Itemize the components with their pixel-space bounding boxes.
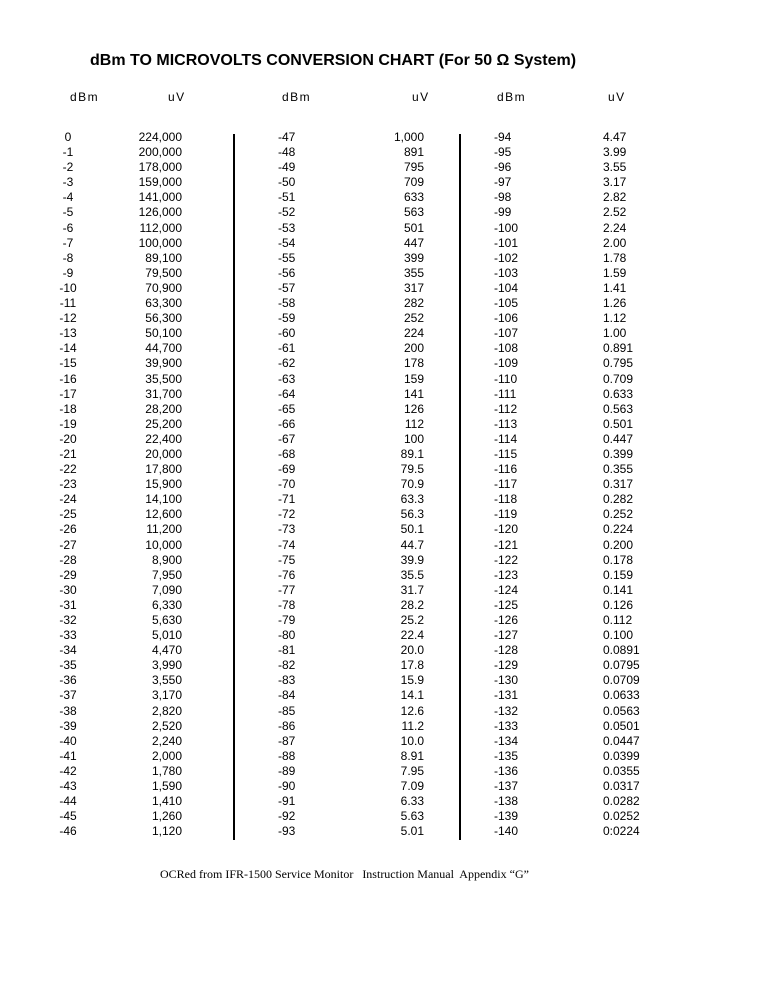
table-cell: -28 [59, 552, 77, 567]
table-cell: 3.17 [603, 175, 627, 190]
table-cell: 12.6 [400, 703, 424, 718]
table-cell: -15 [59, 356, 77, 371]
table-cell: -87 [278, 733, 296, 748]
table-cell: 0.399 [603, 446, 634, 461]
table-cell: 5.01 [400, 824, 424, 839]
table-cell: 44,700 [145, 341, 182, 356]
table-cell: -64 [278, 386, 296, 401]
table-cell: -88 [278, 748, 296, 763]
table-cell: 0.0501 [603, 718, 640, 733]
table-cell: -73 [278, 522, 296, 537]
table-cell: -57 [278, 280, 296, 295]
table-cell: 2,520 [151, 718, 182, 733]
table-cell: -133 [494, 718, 519, 733]
table-cell: 1.26 [603, 296, 627, 311]
table-cell: 11.2 [401, 718, 424, 733]
table-cell: -33 [59, 628, 77, 643]
table-cell: 39,900 [145, 356, 182, 371]
table-cell: -110 [494, 371, 518, 386]
table-cell: 0.0399 [603, 748, 640, 763]
table-cell: -114 [494, 431, 518, 446]
table-cell: -41 [59, 748, 77, 763]
table-cell: -63 [278, 371, 296, 386]
table-cell: -14 [59, 341, 77, 356]
table-cell: 11,200 [146, 522, 182, 537]
table-cell: -120 [494, 522, 519, 537]
table-cell: 2,000 [151, 748, 182, 763]
table-cell: 317 [403, 280, 424, 295]
table-cell: -2 [62, 160, 74, 175]
table-cell: -7 [62, 235, 74, 250]
table-cell: -11 [59, 296, 77, 311]
table-cell: 4,470 [151, 643, 182, 658]
table-cell: -67 [278, 431, 296, 446]
table-cell: -61 [278, 341, 296, 356]
table-cell: 20.0 [400, 643, 424, 658]
table-cell: 0.0633 [603, 688, 640, 703]
table-cell: 0.0317 [603, 779, 640, 794]
page-title: dBm TO MICROVOLTS CONVERSION CHART (For 50 Ω System) [90, 52, 577, 69]
table-cell: 112 [404, 416, 424, 431]
table-cell: -74 [278, 537, 296, 552]
table-cell: 50.1 [400, 522, 424, 537]
table-cell: 0.141 [603, 582, 634, 597]
table-cell: 0.0709 [603, 673, 640, 688]
table-cell: 12,600 [145, 507, 182, 522]
table-cell: 70.9 [400, 477, 424, 492]
table-cell: -95 [494, 145, 512, 160]
table-cell: 178,000 [138, 160, 182, 175]
table-cell: 35,500 [145, 371, 182, 386]
table-cell: -122 [494, 552, 519, 567]
table-cell: -44 [59, 794, 77, 809]
table-cell: 0.224 [603, 522, 634, 537]
table-cell: 0.0355 [603, 763, 640, 778]
table-cell: 89.1 [400, 446, 424, 461]
table-cell: -83 [278, 673, 296, 688]
table-cell: -129 [494, 658, 519, 673]
table-cell: 7.95 [400, 763, 424, 778]
table-cell: 0.633 [603, 386, 634, 401]
table-cell: 1.41 [603, 280, 627, 295]
table-cell: -68 [278, 446, 296, 461]
table-cell: -116 [494, 462, 518, 477]
table-cell: 22,400 [145, 431, 182, 446]
table-cell: 709 [403, 175, 424, 190]
table-cell: 0.709 [603, 371, 634, 386]
table-cell: -49 [278, 160, 296, 175]
table-cell: 100 [403, 431, 424, 446]
table-cell: -4 [62, 190, 74, 205]
table-cell: 0.0447 [603, 733, 640, 748]
table-cell: 252 [403, 311, 424, 326]
table-cell: -27 [59, 537, 77, 552]
table-cell: -125 [494, 597, 519, 612]
table-cell: 355 [403, 265, 424, 280]
table-cell: -10 [59, 280, 77, 295]
table-cell: 0.200 [603, 537, 634, 552]
table-cell: -60 [278, 326, 296, 341]
table-cell: -26 [59, 522, 77, 537]
table-cell: -66 [278, 416, 296, 431]
table-cell: -62 [278, 356, 296, 371]
table-cell: 159 [403, 371, 424, 386]
table-cell: -47 [278, 130, 296, 144]
table-cell: -18 [59, 401, 77, 416]
table-cell: -136 [494, 763, 519, 778]
table-cell: 178 [403, 356, 424, 371]
table-cell: 0.0252 [603, 809, 640, 824]
table-cell: 2.00 [603, 235, 627, 250]
table-cell: -36 [59, 673, 77, 688]
table-cell: 28.2 [400, 597, 424, 612]
table-cell: -127 [494, 628, 519, 643]
table-cell: 0.891 [603, 341, 634, 356]
table-cell: 15.9 [400, 673, 424, 688]
table-cell: -12 [59, 311, 77, 326]
column-uv-2 [360, 130, 424, 839]
table-cell: -17 [59, 386, 77, 401]
table-cell: 633 [403, 190, 424, 205]
table-cell: 224 [403, 326, 424, 341]
table-cell: 126 [403, 401, 424, 416]
table-cell: -76 [278, 567, 296, 582]
table-cell: -13 [59, 326, 77, 341]
column-dbm-1 [48, 130, 88, 839]
table-cell: 399 [403, 250, 424, 265]
table-cell: 0.112 [603, 613, 633, 627]
table-cell: -108 [494, 341, 519, 356]
table-cell: 3.99 [603, 145, 627, 160]
table-cell: 14,100 [145, 492, 182, 507]
table-cell: -85 [278, 703, 296, 718]
table-cell: -117 [494, 477, 518, 492]
table-cell: -111 [494, 386, 517, 401]
table-cell: -59 [278, 311, 296, 326]
table-cell: 159,000 [138, 175, 182, 190]
table-cell: -45 [59, 809, 77, 824]
header-dbm-2: dBm [282, 90, 312, 104]
table-cell: 1,120 [151, 824, 182, 839]
table-cell: 20,000 [145, 446, 182, 461]
table-cell: -140 [494, 824, 519, 839]
table-cell: -54 [278, 235, 296, 250]
table-cell: -119 [494, 507, 518, 522]
table-cell: -48 [278, 145, 296, 160]
table-cell: 1,780 [151, 763, 182, 778]
table-cell: -130 [494, 673, 519, 688]
table-cell: -40 [59, 733, 77, 748]
table-cell: 2,820 [151, 703, 182, 718]
table-cell: 5.63 [400, 809, 424, 824]
table-cell: -55 [278, 250, 296, 265]
table-cell: -65 [278, 401, 296, 416]
table-cell: -42 [59, 763, 77, 778]
table-cell: -92 [278, 809, 296, 824]
table-cell: 112,000 [139, 220, 182, 235]
table-cell: 50,100 [145, 326, 182, 341]
table-cell: 0:0224 [603, 824, 640, 839]
table-cell: 28,200 [145, 401, 182, 416]
table-cell: 3,990 [151, 658, 182, 673]
table-cell: -24 [59, 492, 77, 507]
table-cell: 282 [403, 296, 424, 311]
table-cell: 3,550 [151, 673, 182, 688]
table-cell: 4.47 [603, 130, 627, 144]
table-cell: -134 [494, 733, 519, 748]
table-cell: -101 [494, 235, 519, 250]
table-cell: -22 [59, 462, 77, 477]
table-cell: -113 [494, 416, 518, 431]
table-cell: -25 [59, 507, 77, 522]
table-cell: -46 [59, 824, 77, 839]
table-cell: 8,900 [151, 552, 182, 567]
table-cell: -102 [494, 250, 519, 265]
table-cell: 25,200 [145, 416, 182, 431]
table-cell: 79.5 [400, 462, 424, 477]
table-cell: 0.0795 [603, 658, 640, 673]
table-cell: 2.52 [603, 205, 627, 220]
table-cell: 0.126 [603, 597, 634, 612]
table-cell: -29 [59, 567, 77, 582]
table-cell: 89,100 [145, 250, 182, 265]
table-cell: 25.2 [400, 613, 424, 627]
table-cell: -139 [494, 809, 519, 824]
table-cell: -109 [494, 356, 519, 371]
table-cell: 7,090 [151, 582, 182, 597]
table-cell: -80 [278, 628, 296, 643]
table-cell: -91 [278, 794, 296, 809]
table-cell: -34 [59, 643, 77, 658]
table-cell: 0.252 [603, 507, 634, 522]
table-cell: -89 [278, 763, 296, 778]
header-uv-1: uV [168, 90, 186, 104]
table-cell: 1.59 [603, 265, 627, 280]
table-cell: -37 [59, 688, 77, 703]
column-dbm-2 [278, 130, 318, 839]
table-cell: -97 [494, 175, 512, 190]
table-cell: -21 [59, 446, 77, 461]
table-cell: 1,410 [151, 794, 182, 809]
table-cell: 0.501 [603, 416, 634, 431]
table-cell: -38 [59, 703, 77, 718]
table-cell: 200,000 [138, 145, 182, 160]
table-cell: -23 [59, 477, 77, 492]
table-cell: 3,170 [151, 688, 182, 703]
table-cell: 0.178 [603, 552, 634, 567]
table-cell: -75 [278, 552, 296, 567]
table-cell: 141 [403, 386, 424, 401]
table-cell: -50 [278, 175, 296, 190]
table-cell: -90 [278, 779, 296, 794]
table-cell: -3 [62, 175, 74, 190]
table-cell: 5,630 [151, 613, 182, 627]
table-cell: -112 [494, 401, 518, 416]
table-cell: 10.0 [400, 733, 424, 748]
table-cell: 14.1 [400, 688, 424, 703]
table-cell: 891 [403, 145, 424, 160]
table-cell: -135 [494, 748, 519, 763]
table-cell: -52 [278, 205, 296, 220]
table-cell: 63,300 [145, 296, 182, 311]
table-cell: -131 [494, 688, 519, 703]
table-cell: 5,010 [151, 628, 182, 643]
table-cell: 44.7 [400, 537, 424, 552]
table-cell: -104 [494, 280, 519, 295]
table-cell: 2.82 [603, 190, 627, 205]
table-cell: -94 [494, 130, 512, 144]
table-cell: -69 [278, 462, 296, 477]
column-dbm-3 [494, 130, 534, 839]
table-cell: -16 [59, 371, 77, 386]
table-cell: 2.24 [603, 220, 627, 235]
table-cell: 17.8 [400, 658, 424, 673]
table-cell: -5 [62, 205, 74, 220]
table-cell: 3.55 [603, 160, 627, 175]
table-cell: -106 [494, 311, 519, 326]
table-cell: 0.282 [603, 492, 634, 507]
table-cell: 1.00 [603, 326, 627, 341]
table-cell: -20 [59, 431, 77, 446]
table-cell: 7,950 [151, 567, 182, 582]
table-cell: -86 [278, 718, 296, 733]
table-cell: 0.317 [603, 477, 634, 492]
table-cell: 31.7 [400, 582, 424, 597]
header-uv-3: uV [608, 90, 626, 104]
table-cell: 56,300 [145, 311, 182, 326]
table-cell: -1 [62, 145, 74, 160]
table-cell: -123 [494, 567, 519, 582]
table-cell: 0.0282 [603, 794, 640, 809]
table-cell: 501 [403, 220, 424, 235]
table-cell: -115 [494, 446, 518, 461]
table-cell: 1,260 [151, 809, 182, 824]
table-cell: 0.355 [603, 462, 634, 477]
table-cell: 0.795 [603, 356, 634, 371]
table-cell: -137 [494, 779, 519, 794]
table-cell: 6.33 [400, 794, 424, 809]
table-cell: 100,000 [138, 235, 182, 250]
table-cell: 1,590 [151, 779, 182, 794]
column-uv-3 [603, 130, 673, 839]
table-cell: -124 [494, 582, 519, 597]
table-cell: 0.0563 [603, 703, 640, 718]
table-cell: -121 [494, 537, 519, 552]
table-cell: -31 [59, 597, 77, 612]
table-cell: 70,900 [145, 280, 182, 295]
table-cell: -78 [278, 597, 296, 612]
table-cell: 22.4 [400, 628, 424, 643]
table-cell: 0 [64, 130, 72, 144]
table-cell: 7.09 [400, 779, 424, 794]
table-cell: 56.3 [400, 507, 424, 522]
table-cell: 35.5 [400, 567, 424, 582]
table-cell: -132 [494, 703, 519, 718]
table-cell: -56 [278, 265, 296, 280]
table-cell: -118 [494, 492, 518, 507]
table-cell: -43 [59, 779, 77, 794]
table-cell: -99 [494, 205, 512, 220]
header-dbm-3: dBm [497, 90, 527, 104]
table-cell: 563 [403, 205, 424, 220]
table-cell: 0.159 [603, 567, 634, 582]
table-cell: 126,000 [138, 205, 182, 220]
table-cell: -71 [278, 492, 296, 507]
table-cell: -6 [62, 220, 74, 235]
table-cell: -32 [59, 613, 77, 627]
table-cell: 31,700 [145, 386, 182, 401]
table-cell: -19 [59, 416, 77, 431]
header-uv-2: uV [412, 90, 430, 104]
table-cell: 0.447 [603, 431, 634, 446]
column-divider-2 [459, 134, 461, 840]
table-cell: -53 [278, 220, 296, 235]
column-uv-1 [110, 130, 182, 839]
table-cell: -98 [494, 190, 512, 205]
table-cell: -39 [59, 718, 77, 733]
table-cell: -77 [278, 582, 296, 597]
table-cell: -30 [59, 582, 77, 597]
table-cell: -107 [494, 326, 519, 341]
table-cell: 1.12 [603, 311, 627, 326]
table-cell: -84 [278, 688, 296, 703]
table-cell: -82 [278, 658, 296, 673]
table-cell: -51 [278, 190, 296, 205]
table-cell: 795 [403, 160, 424, 175]
table-cell: 0.563 [603, 401, 634, 416]
table-cell: 1.78 [603, 250, 627, 265]
table-cell: -126 [494, 613, 519, 627]
table-cell: -72 [278, 507, 296, 522]
table-cell: -138 [494, 794, 519, 809]
table-cell: 63.3 [400, 492, 424, 507]
table-cell: 8.91 [400, 748, 424, 763]
table-cell: -128 [494, 643, 519, 658]
table-cell: 17,800 [145, 462, 182, 477]
table-cell: -8 [62, 250, 74, 265]
table-cell: -96 [494, 160, 512, 175]
table-cell: -93 [278, 824, 296, 839]
table-cell: -103 [494, 265, 519, 280]
table-cell: 224,000 [138, 130, 182, 144]
footer-note: OCRed from IFR-1500 Service Monitor Instruction Manual Appendix “G” [160, 867, 529, 881]
table-cell: -9 [62, 265, 74, 280]
table-cell: 10,000 [145, 537, 182, 552]
table-cell: -100 [494, 220, 519, 235]
table-cell: -105 [494, 296, 519, 311]
column-divider-1 [233, 134, 235, 840]
table-cell: -70 [278, 477, 296, 492]
table-cell: 0.0891 [603, 643, 640, 658]
table-cell: 1,000 [393, 130, 424, 144]
table-cell: -81 [278, 643, 296, 658]
table-cell: 141,000 [138, 190, 182, 205]
table-cell: 200 [403, 341, 424, 356]
table-cell: 0.100 [603, 628, 634, 643]
table-cell: -58 [278, 296, 296, 311]
table-cell: 447 [403, 235, 424, 250]
header-dbm-1: dBm [70, 90, 100, 104]
table-cell: 6,330 [151, 597, 182, 612]
table-cell: 15,900 [145, 477, 182, 492]
table-cell: 2,240 [151, 733, 182, 748]
table-cell: -35 [59, 658, 77, 673]
table-cell: 79,500 [145, 265, 182, 280]
table-cell: -79 [278, 613, 296, 627]
table-cell: 39.9 [400, 552, 424, 567]
